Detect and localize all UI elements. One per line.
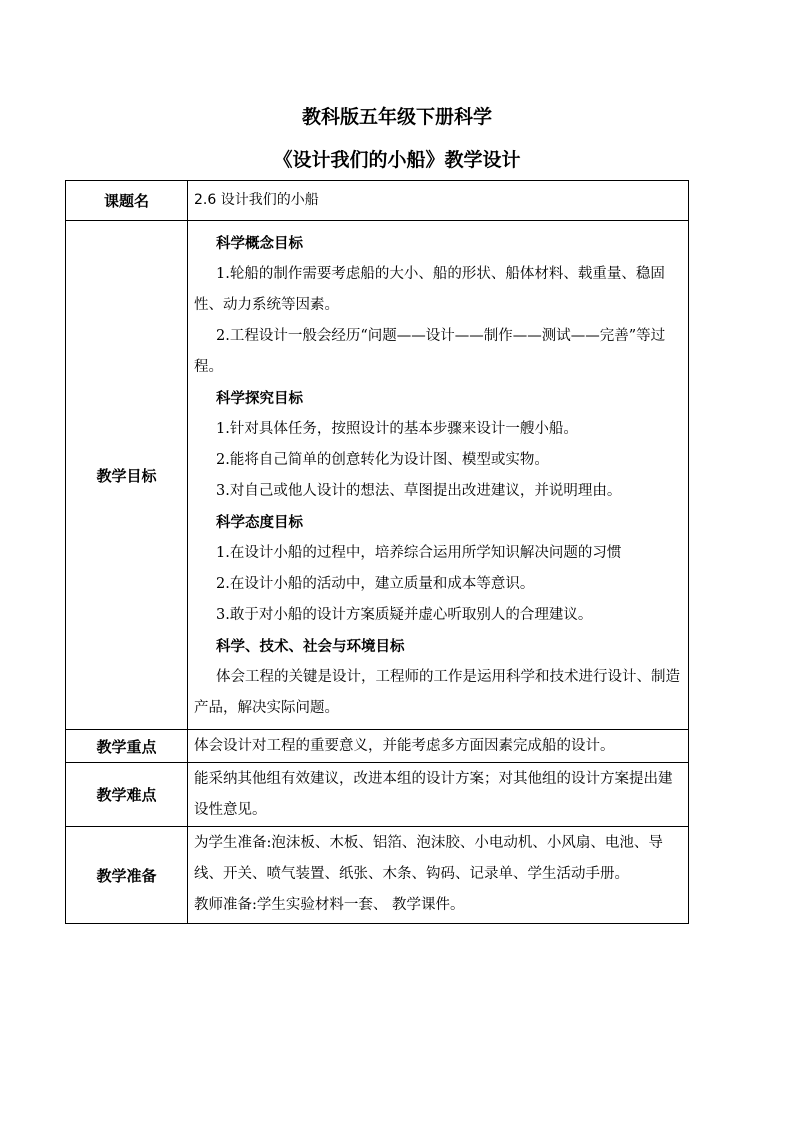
difficulty-label: 教学难点: [66, 763, 188, 827]
section-heading: 科学态度目标: [216, 514, 303, 531]
goal-item: 2.在设计小船的活动中，建立质量和成本等意识。: [216, 576, 535, 592]
preparation-content: [188, 827, 689, 924]
topic-label: 课题名: [66, 181, 188, 221]
student-preparation: 为学生准备:泡沫板、木板、铝箔、泡沫胶、小电动机、小风扇、电池、导线、开关、喷气装置、纸张、木条、钩码、记录单、学生活动手册。: [194, 835, 663, 882]
goal-item: 1.在设计小船的过程中，培养综合运用所学知识解决问题的习惯: [216, 545, 622, 561]
key-points-label: 教学重点: [66, 730, 188, 763]
key-points-value: 体会设计对工程的重要意义，并能考虑多方面因素完成船的设计。: [188, 730, 689, 763]
goal-item: 2.能将自己简单的创意转化为设计图、模型或实物。: [216, 452, 549, 468]
preparation-label: 教学准备: [66, 827, 188, 924]
goal-item: 3.敢于对小船的设计方案质疑并虚心听取别人的合理建议。: [216, 607, 593, 623]
table-row-key-points: [66, 730, 689, 763]
goals-content: [188, 221, 689, 730]
page-subtitle: 《设计我们的小船》教学设计: [273, 149, 521, 171]
goal-item: 体会工程的关键是设计，工程师的工作是运用科学和技术进行设计、制造产品，解决实际问题。: [194, 669, 680, 716]
table-row-goals: [66, 221, 689, 730]
section-heading: 科学概念目标: [216, 235, 303, 252]
goal-item: 1.轮船的制作需要考虑船的大小、船的形状、船体材料、载重量、稳固性、动力系统等因素。: [194, 266, 665, 313]
goals-label: 教学目标: [66, 221, 188, 730]
table-row-preparation: [66, 827, 689, 924]
difficulty-value: 能采纳其他组有效建议，改进本组的设计方案；对其他组的设计方案提出建设性意见。: [188, 763, 689, 827]
page-title: 教科版五年级下册科学: [301, 106, 492, 128]
section-heading: 科学、技术、社会与环境目标: [216, 638, 405, 655]
topic-value: 2.6 设计我们的小船: [188, 181, 689, 221]
goal-item: 1.针对具体任务，按照设计的基本步骤来设计一艘小船。: [216, 421, 578, 437]
goal-item: 3.对自己或他人设计的想法、草图提出改进建议，并说明理由。: [216, 483, 622, 499]
table-row-difficulty: [66, 763, 689, 827]
table-row-topic: [66, 181, 689, 221]
teacher-preparation: 教师准备:学生实验材料一套、 教学课件。: [194, 897, 465, 913]
lesson-plan-table: [65, 180, 689, 924]
section-heading: 科学探究目标: [216, 390, 303, 407]
goal-item: 2.工程设计一般会经历“问题——设计——制作——测试——完善”等过程。: [194, 328, 666, 375]
